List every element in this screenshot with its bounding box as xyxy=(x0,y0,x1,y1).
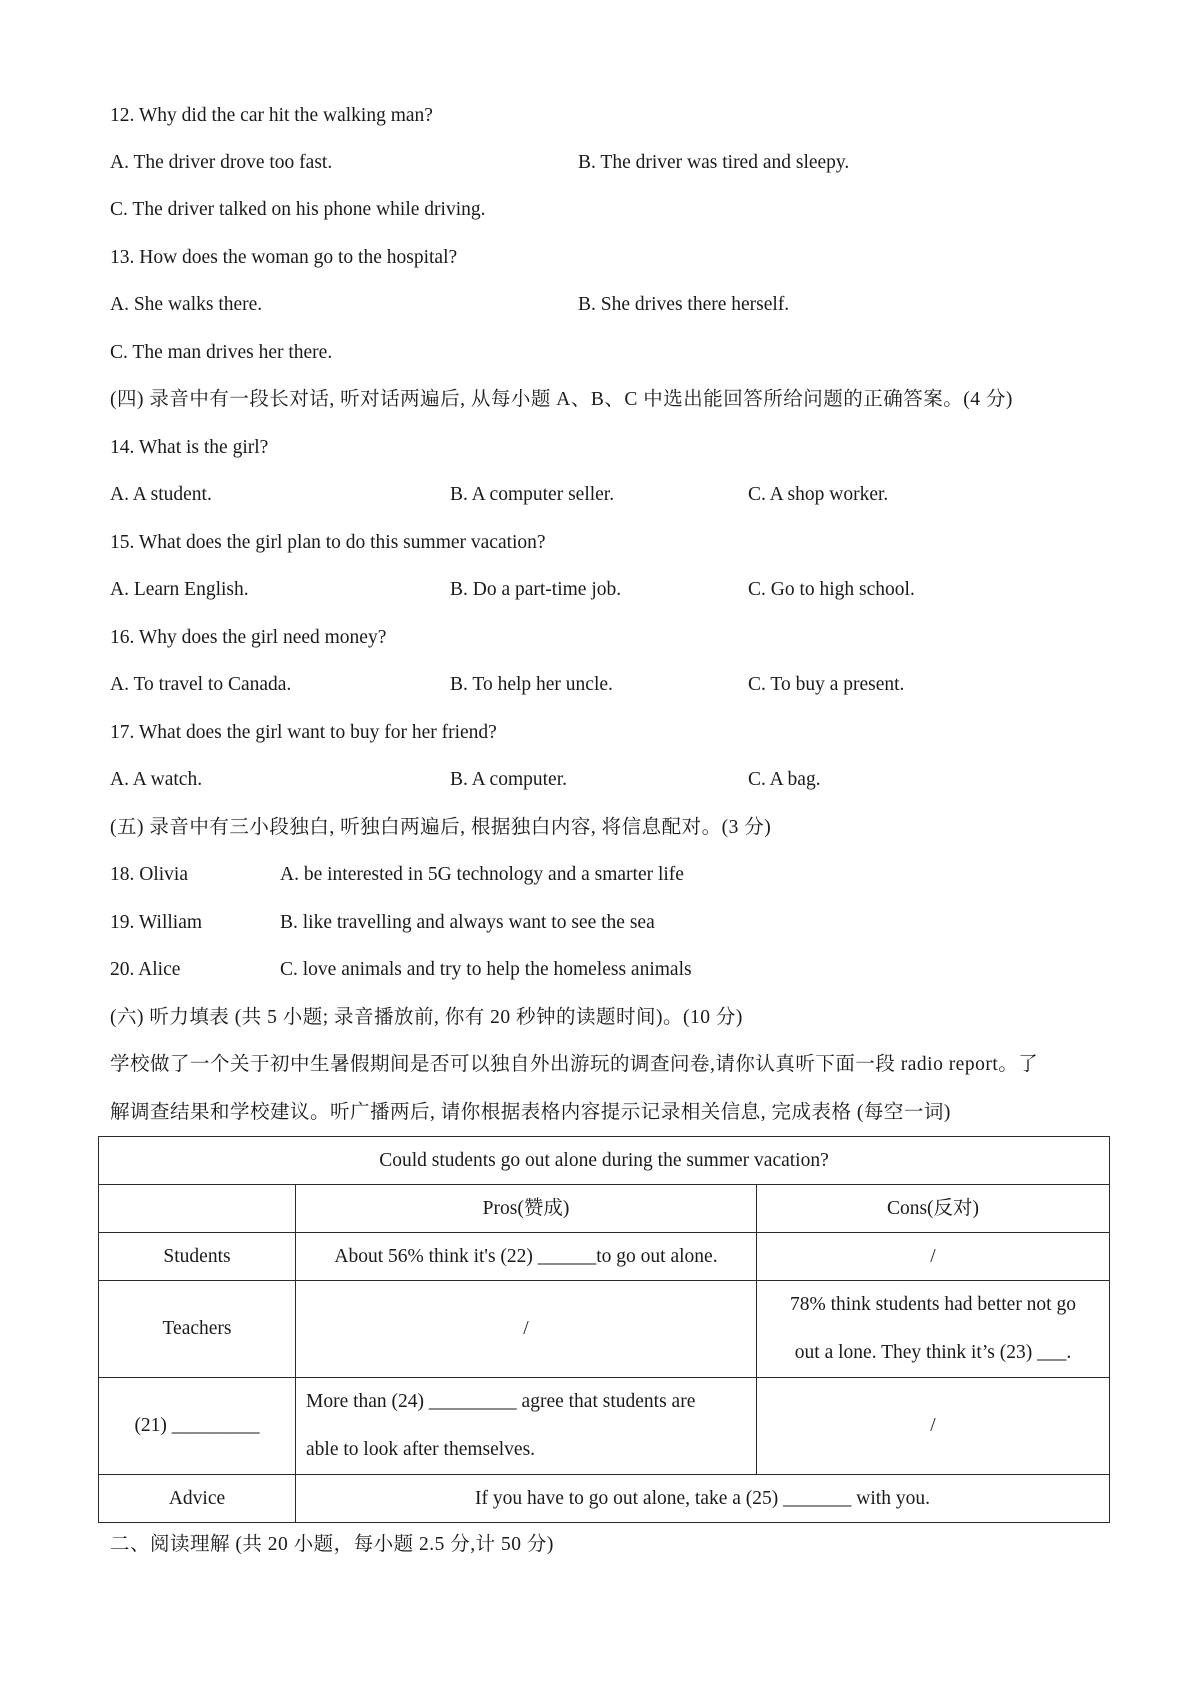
q16-option-b: B. To help her uncle. xyxy=(450,674,613,695)
matching-row xyxy=(110,863,1110,887)
table-title-row xyxy=(99,1137,1110,1185)
table-row xyxy=(99,1475,1110,1523)
advice-text: If you have to go out alone, take a (25) _______ with you. xyxy=(296,1475,1110,1523)
teachers-cons-line-2: out a lone. They think it’s (23) ___. xyxy=(794,1342,1072,1363)
row-21-pros-line-1: More than (24) _________ agree that students are xyxy=(306,1391,696,1412)
row-21-pros-line-2: able to look after themselves. xyxy=(306,1439,536,1460)
q15-option-c: C. Go to high school. xyxy=(748,579,915,600)
part-2-heading: 二、阅读理解 (共 20 小题，每小题 2.5 分,计 50 分) xyxy=(110,1534,554,1555)
question-12: 12. Why did the car hit the walking man? xyxy=(110,105,433,126)
q17-option-c: C. A bag. xyxy=(748,769,821,790)
row-21-pros-cell xyxy=(296,1378,757,1475)
students-cons-cell: / xyxy=(757,1233,1110,1281)
q16-option-a: A. To travel to Canada. xyxy=(110,674,292,695)
matching-description: C. love animals and try to help the homeless animals xyxy=(280,959,692,980)
q14-option-b: B. A computer seller. xyxy=(450,484,615,505)
question-13: 13. How does the woman go to the hospital? xyxy=(110,247,458,268)
question-15-options-row xyxy=(110,578,1110,602)
q14-option-a: A. A student. xyxy=(110,484,212,505)
section-6-instruction: (六) 听力填表 (共 5 小题; 录音播放前, 你有 20 秒钟的读题时间)。(10 分) xyxy=(110,1007,743,1028)
header-empty-cell xyxy=(99,1185,296,1233)
matching-name: 18. Olivia xyxy=(110,864,188,885)
section-6-intro-line-1: 学校做了一个关于初中生暑假期间是否可以独自外出游玩的调查问卷,请你认真听下面一段 radio report。了 xyxy=(110,1054,1039,1075)
survey-table xyxy=(98,1136,1110,1523)
students-label: Students xyxy=(99,1233,296,1281)
q12-option-c: C. The driver talked on his phone while driving. xyxy=(110,199,486,220)
question-16-options-row xyxy=(110,673,1110,697)
question-14-options-row xyxy=(110,483,1110,507)
students-pros-cell: About 56% think it's (22) ______to go out alone. xyxy=(296,1233,757,1281)
question-12-options-row xyxy=(110,151,1110,175)
row-21-cons-cell: / xyxy=(757,1378,1110,1475)
q12-option-b: B. The driver was tired and sleepy. xyxy=(578,152,850,173)
advice-label: Advice xyxy=(99,1475,296,1523)
table-title: Could students go out alone during the summer vacation? xyxy=(99,1137,1110,1185)
matching-name: 20. Alice xyxy=(110,959,181,980)
q15-option-b: B. Do a part-time job. xyxy=(450,579,622,600)
question-13-options-row xyxy=(110,293,1110,317)
cons-header: Cons(反对) xyxy=(757,1185,1110,1233)
question-15: 15. What does the girl plan to do this summer vacation? xyxy=(110,532,546,553)
section-6-intro-line-2: 解调查结果和学校建议。听广播两后, 请你根据表格内容提示记录相关信息, 完成表格 (每空一词) xyxy=(110,1102,951,1123)
pros-header: Pros(赞成) xyxy=(296,1185,757,1233)
table-row xyxy=(99,1281,1110,1378)
question-17: 17. What does the girl want to buy for her friend? xyxy=(110,722,497,743)
matching-row xyxy=(110,911,1110,935)
q17-option-a: A. A watch. xyxy=(110,769,203,790)
matching-description: A. be interested in 5G technology and a smarter life xyxy=(280,864,684,885)
matching-description: B. like travelling and always want to see the sea xyxy=(280,912,655,933)
table-row xyxy=(99,1378,1110,1475)
q13-option-b: B. She drives there herself. xyxy=(578,294,790,315)
q17-option-b: B. A computer. xyxy=(450,769,567,790)
teachers-label: Teachers xyxy=(99,1281,296,1378)
teachers-pros-cell: / xyxy=(296,1281,757,1378)
matching-row xyxy=(110,958,1110,982)
matching-name: 19. William xyxy=(110,912,203,933)
q13-option-a: A. She walks there. xyxy=(110,294,263,315)
q14-option-c: C. A shop worker. xyxy=(748,484,889,505)
q12-option-a: A. The driver drove too fast. xyxy=(110,152,333,173)
teachers-cons-cell xyxy=(757,1281,1110,1378)
teachers-cons-line-1: 78% think students had better not go xyxy=(790,1294,1076,1315)
question-14: 14. What is the girl? xyxy=(110,437,269,458)
table-header-row xyxy=(99,1185,1110,1233)
question-16: 16. Why does the girl need money? xyxy=(110,627,387,648)
row-21-label: (21) _________ xyxy=(99,1378,296,1475)
q16-option-c: C. To buy a present. xyxy=(748,674,905,695)
question-17-options-row xyxy=(110,768,1110,792)
q13-option-c: C. The man drives her there. xyxy=(110,342,333,363)
q15-option-a: A. Learn English. xyxy=(110,579,249,600)
section-4-instruction: (四) 录音中有一段长对话, 听对话两遍后, 从每小题 A、B、C 中选出能回答所给问题的正确答案。(4 分) xyxy=(110,389,1013,410)
table-row xyxy=(99,1233,1110,1281)
section-5-instruction: (五) 录音中有三小段独白, 听独白两遍后, 根据独白内容, 将信息配对。(3 分) xyxy=(110,817,772,838)
